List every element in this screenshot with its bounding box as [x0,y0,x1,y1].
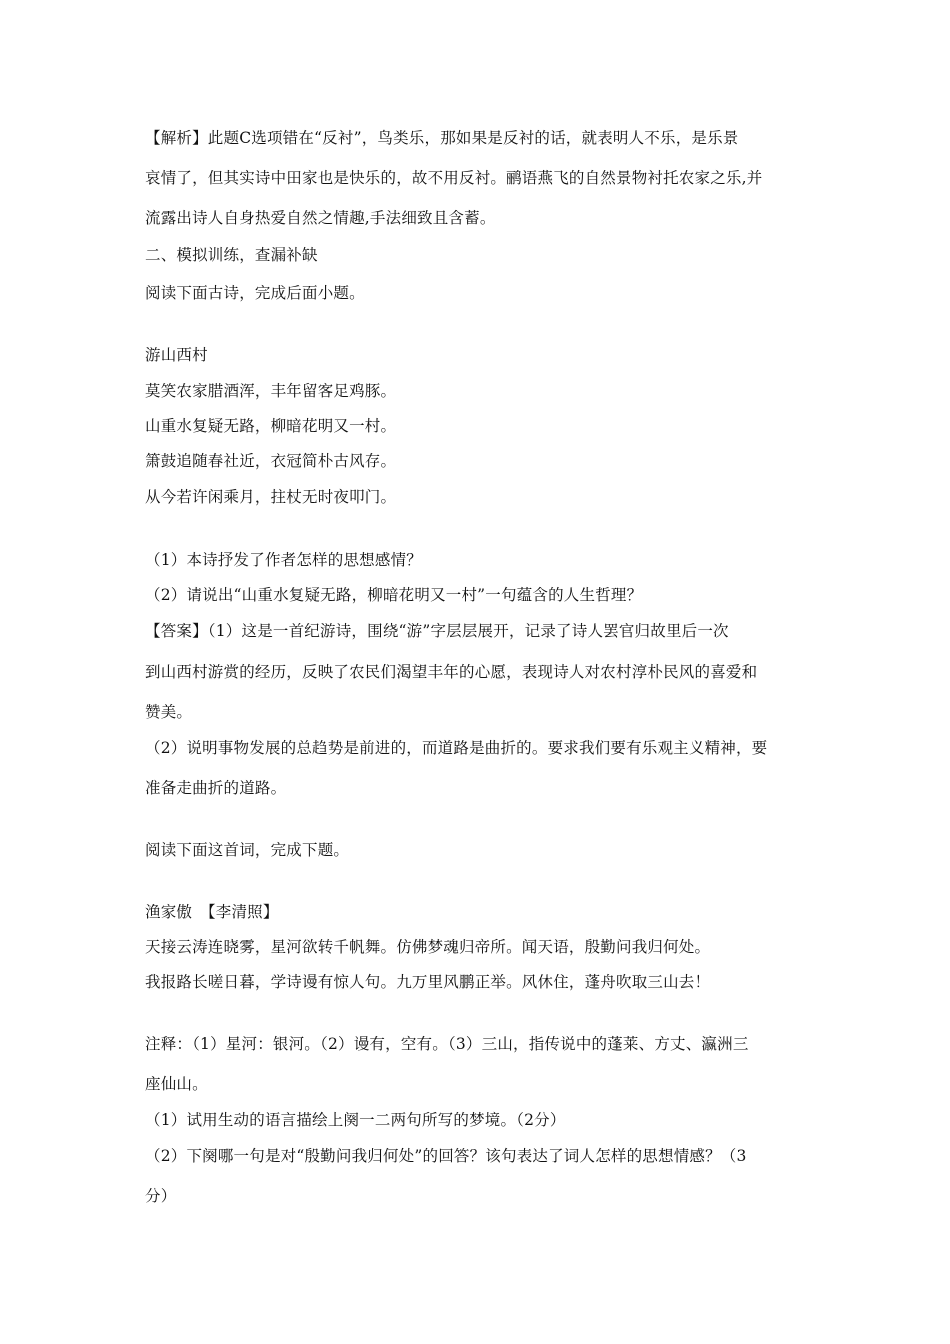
poem-line-3: 箫鼓追随春社近，衣冠简朴古风存。 [145,452,397,470]
question-1: （1）本诗抒发了作者怎样的思想感情？ [145,551,422,569]
question-2: （2）请说出“山重水复疑无路，柳暗花明又一村”一句蕴含的人生哲理？ [145,586,643,604]
analysis-line-3: 流露出诗人自身热爱自然之情趣,手法细致且含蓄。 [145,209,496,227]
ci-line-2: 我报路长嗟日暮，学诗谩有惊人句。九万里风鹏正举。风休住，蓬舟吹取三山去！ [145,973,711,991]
section-heading: 二、模拟训练，查漏补缺 [145,246,318,264]
instruction-poem: 阅读下面古诗，完成后面小题。 [145,284,365,302]
answer-line-5: 准备走曲折的道路。 [145,779,287,797]
notes-line-2: 座仙山。 [145,1075,208,1093]
ci-question-1: （1）试用生动的语言描绘上阕一二两句所写的梦境。（2分） [145,1111,566,1129]
ci-question-2-cont: 分） [145,1187,177,1205]
answer-line-1: 【答案】（1）这是一首纪游诗，围绕“游”字层层展开，记录了诗人罢官归故里后一次 [145,622,729,640]
ci-title: 渔家傲 【李清照】 [145,903,279,921]
poem-line-4: 从今若许闲乘月，拄杖无时夜叩门。 [145,488,397,506]
poem-line-2: 山重水复疑无路，柳暗花明又一村。 [145,417,397,435]
notes-line-1: 注释：（1）星河：银河。（2）谩有，空有。（3）三山，指传说中的蓬莱、方丈、瀛洲三 [145,1035,749,1053]
poem-title: 游山西村 [145,346,208,364]
answer-line-4: （2）说明事物发展的总趋势是前进的，而道路是曲折的。要求我们要有乐观主义精神，要 [145,739,768,757]
analysis-line-2: 哀情了，但其实诗中田家也是快乐的，故不用反衬。鹂语燕飞的自然景物衬托农家之乐,并 [145,169,763,187]
answer-line-3: 赞美。 [145,703,193,721]
ci-question-2: （2）下阕哪一句是对“殷勤问我归何处”的回答？该句表达了词人怎样的思想情感？（3 [145,1147,747,1165]
analysis-line-1: 【解析】此题C选项错在“反衬”，鸟类乐，那如果是反衬的话，就表明人不乐，是乐景 [145,129,739,147]
poem-line-1: 莫笑农家腊酒浑，丰年留客足鸡豚。 [145,382,397,400]
ci-line-1: 天接云涛连晓雾，星河欲转千帆舞。仿佛梦魂归帝所。闻天语，殷勤问我归何处。 [145,938,711,956]
answer-line-2: 到山西村游赏的经历，反映了农民们渴望丰年的心愿，表现诗人对农村淳朴民风的喜爱和 [145,663,758,681]
instruction-ci: 阅读下面这首词，完成下题。 [145,841,350,859]
